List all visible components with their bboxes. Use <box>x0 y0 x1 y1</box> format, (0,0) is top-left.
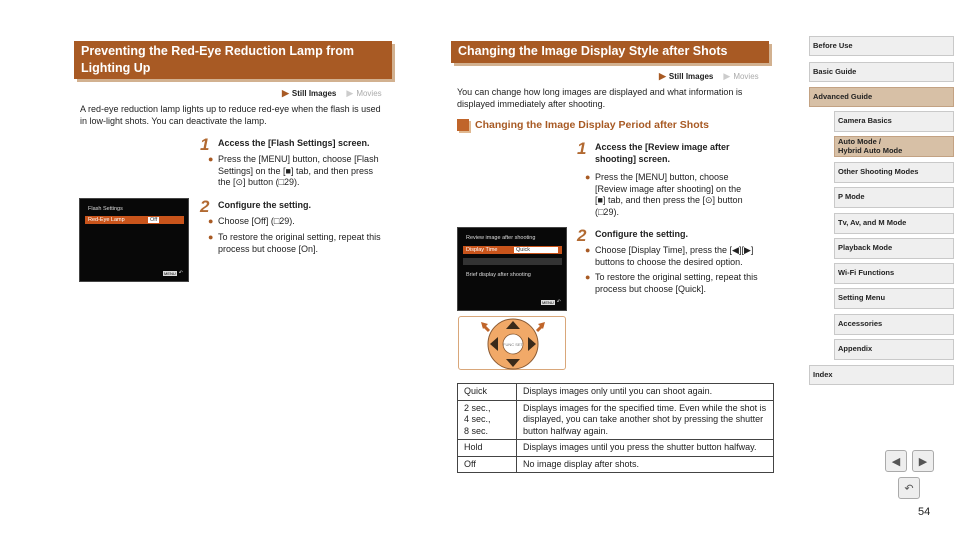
bullet-line: process but choose [Quick]. <box>595 283 707 294</box>
return-button[interactable] <box>898 477 920 499</box>
nav-auto-mode-line: Hybrid Auto Mode <box>838 145 903 155</box>
page-number: 54 <box>918 506 931 518</box>
step-2-bullet-1-right <box>585 245 773 268</box>
bullet-dot-icon: ● <box>208 232 214 242</box>
subheading-display-period <box>457 119 709 131</box>
control-dial-illustration <box>458 316 566 370</box>
bullet-line: Settings] on the [■] tab, and then press <box>218 165 374 176</box>
section-title-display-style: Changing the Image Display Style after Shots <box>451 41 769 63</box>
nav-advanced-guide[interactable]: Advanced Guide <box>809 87 954 107</box>
camera-screen-flash-settings <box>79 198 189 282</box>
return-arrow-icon: ↶ <box>904 482 914 495</box>
arrow-left-icon: ◀ <box>891 455 901 468</box>
table-row <box>458 456 774 473</box>
movies-label: Movies <box>733 72 759 81</box>
bullet-line: Press the [MENU] button, choose [Flash <box>218 154 379 164</box>
table-cell-description: Displays images until you press the shutter button halfway. <box>517 440 774 457</box>
intro-text-left: A red-eye reduction lamp lights up to reduce red-eye when the flash is used in low-light shots. You can deactivate the lamp. <box>80 104 381 126</box>
table-cell-description: Displays images only until you can shoot again. <box>517 384 774 401</box>
step-2-bullet-2-right <box>585 272 773 295</box>
screen-title: Flash Settings <box>88 206 123 212</box>
bullet-line: To restore the original setting, repeat this <box>218 232 381 242</box>
bullet-line: To restore the original setting, repeat this <box>595 272 758 282</box>
table-row <box>458 440 774 457</box>
table-cell-option: 2 sec., 4 sec., 8 sec. <box>458 400 517 440</box>
table-cell-option: Quick <box>458 384 517 401</box>
return-icon: ↶ <box>556 299 561 305</box>
screen-row-value: Off <box>150 217 158 223</box>
screen-row-red-eye-lamp: Red-Eye Lamp <box>85 216 184 224</box>
screen-row-empty <box>463 258 562 265</box>
nav-tv-av-m-mode[interactable]: Tv, Av, and M Mode <box>834 213 954 234</box>
control-dial-icon <box>459 317 567 371</box>
nav-setting-menu[interactable]: Setting Menu <box>834 288 954 309</box>
step-title-1-right <box>595 141 730 165</box>
movies-arrow-icon: ▶ <box>723 71 731 81</box>
bullet-dot-icon: ● <box>585 245 591 255</box>
step-title-2-right: Configure the setting. <box>595 229 688 239</box>
bullet-line: the [⊙] button (□29). <box>218 177 300 187</box>
nav-playback-mode[interactable]: Playback Mode <box>834 238 954 259</box>
bullet-line: [Review image after shooting] on the <box>595 183 742 194</box>
return-icon: ↶ <box>178 270 183 276</box>
nav-appendix[interactable]: Appendix <box>834 339 954 360</box>
step-number-2-right: 2 <box>577 226 587 245</box>
table-cell-description: No image display after shots. <box>517 456 774 473</box>
mode-indicator-left <box>282 88 382 99</box>
screen-menu-back <box>163 270 183 276</box>
bullet-line: Choose [Off] (□29). <box>218 216 295 226</box>
table-row <box>458 400 774 440</box>
screen-row-value: Quick <box>514 247 558 253</box>
menu-button-icon: MENU <box>542 299 554 305</box>
section-title-red-eye: Preventing the Red-Eye Reduction Lamp from Lighting Up <box>74 41 392 79</box>
step-number-2-left: 2 <box>200 197 210 216</box>
step-title-2-left: Configure the setting. <box>218 200 311 210</box>
step-2-bullet-1-left <box>208 216 393 228</box>
step-1-bullet-left <box>208 154 393 189</box>
bullet-line: process but choose [On]. <box>218 243 319 254</box>
nav-basic-guide[interactable]: Basic Guide <box>809 62 954 82</box>
bullet-line: [■] tab, and then press the [⊙] button <box>595 195 743 205</box>
display-time-options-table <box>457 383 774 473</box>
bullet-line: Press the [MENU] button, choose <box>595 172 729 182</box>
table-cell-option: Hold <box>458 440 517 457</box>
movies-arrow-icon: ▶ <box>346 88 354 98</box>
step-title-1-left: Access the [Flash Settings] screen. <box>218 138 370 148</box>
intro-text-right: You can change how long images are displayed and what information is displayed immediately after shooting. <box>457 87 743 109</box>
screen-title: Review image after shooting <box>466 235 536 241</box>
nav-camera-basics[interactable]: Camera Basics <box>834 111 954 132</box>
table-cell-description: Displays images for the specified time. Even while the shot is displayed, you can take another shot by pressing the shutter button halfway again. <box>517 400 774 440</box>
screen-row-brief-display: Brief display after shooting <box>466 272 531 278</box>
menu-button-icon: MENU <box>164 270 176 276</box>
mode-indicator-right <box>659 71 759 82</box>
step-number-1-right: 1 <box>577 139 587 158</box>
table-row <box>458 384 774 401</box>
bullet-line: buttons to choose the desired option. <box>595 256 743 267</box>
step-title-line: Access the [Review image after <box>595 142 730 152</box>
still-images-arrow-icon: ▶ <box>659 71 666 81</box>
bullet-dot-icon: ● <box>585 172 591 182</box>
nav-index[interactable]: Index <box>809 365 954 385</box>
step-number-1-left: 1 <box>200 135 210 154</box>
bullet-line: Choose [Display Time], press the [◀][▶] <box>595 245 754 255</box>
nav-before-use[interactable]: Before Use <box>809 36 954 56</box>
step-2-bullet-2-left <box>208 232 393 255</box>
movies-label: Movies <box>356 89 382 98</box>
nav-p-mode[interactable]: P Mode <box>834 187 954 208</box>
nav-wifi-functions[interactable]: Wi-Fi Functions <box>834 263 954 284</box>
camera-screen-review-image <box>457 227 567 311</box>
still-images-label: Still Images <box>668 72 714 81</box>
subheading-square-icon <box>457 119 469 131</box>
step-1-bullet-right <box>585 172 770 218</box>
table-cell-option: Off <box>458 456 517 473</box>
bullet-dot-icon: ● <box>208 216 214 226</box>
nav-auto-mode-line: Auto Mode / <box>838 137 881 146</box>
nav-other-shooting-modes[interactable]: Other Shooting Modes <box>834 162 954 183</box>
subheading-text: Changing the Image Display Period after Shots <box>475 119 709 131</box>
previous-page-button[interactable] <box>885 450 907 472</box>
screen-row-display-time: Display Time <box>463 246 562 254</box>
still-images-arrow-icon: ▶ <box>282 88 289 98</box>
bullet-line: (□29). <box>595 206 619 217</box>
screen-menu-back <box>541 299 561 305</box>
arrow-right-icon: ▶ <box>918 455 928 468</box>
bullet-dot-icon: ● <box>208 154 214 164</box>
nav-auto-mode[interactable] <box>834 136 954 157</box>
next-page-button[interactable] <box>912 450 934 472</box>
step-title-line: shooting] screen. <box>595 154 671 164</box>
func-set-label: FUNC SET <box>503 342 523 347</box>
still-images-label: Still Images <box>291 89 337 98</box>
nav-accessories[interactable]: Accessories <box>834 314 954 335</box>
bullet-dot-icon: ● <box>585 272 591 282</box>
